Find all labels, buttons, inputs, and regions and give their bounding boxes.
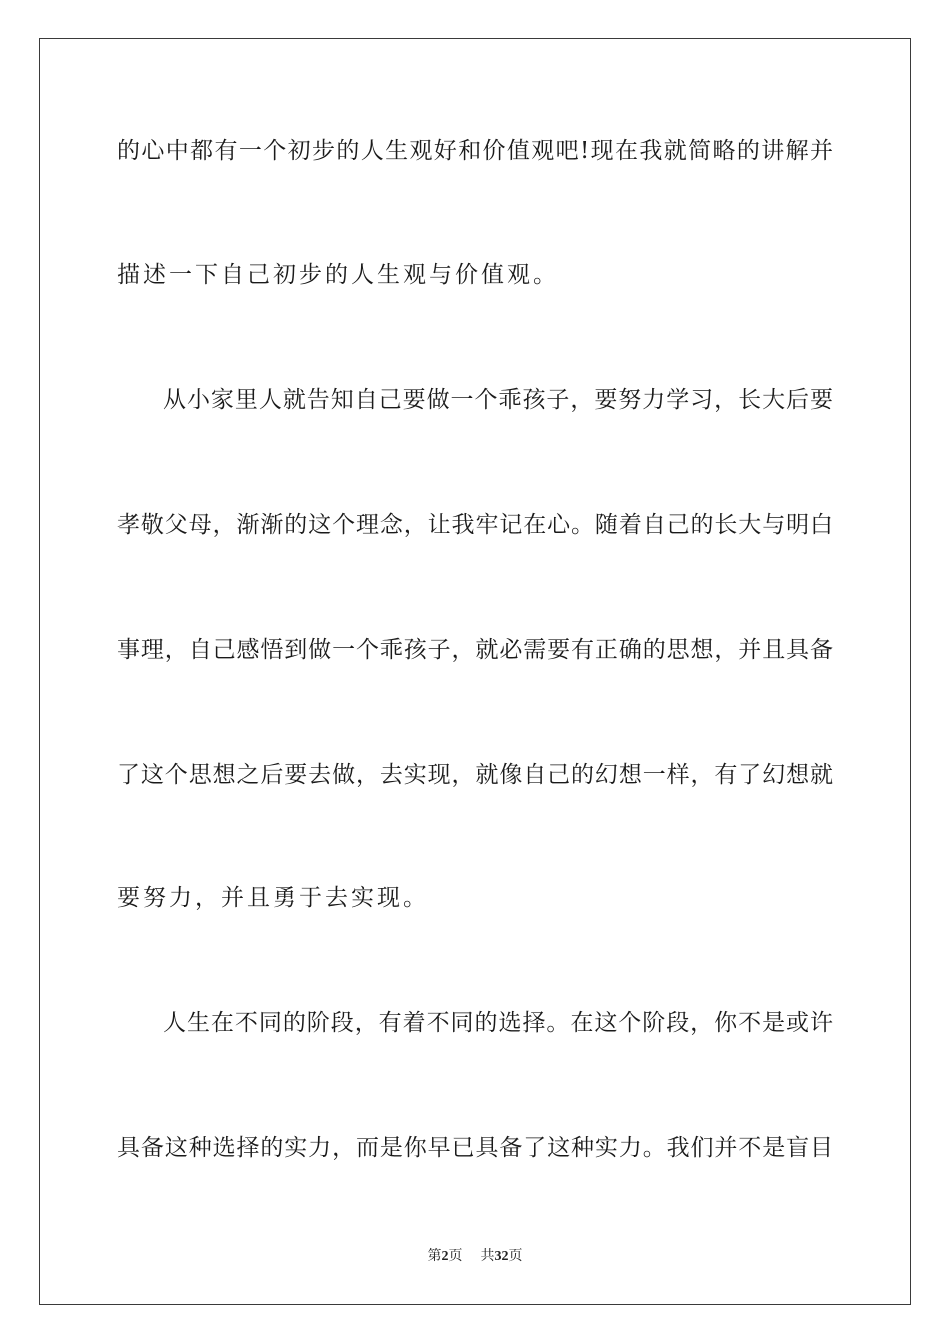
body-line-1: 的心中都有一个初步的人生观好和价值观吧!现在我就简略的讲解并: [117, 138, 833, 164]
footer-page-suffix: 页: [448, 1248, 463, 1264]
body-line-5: 事理，自己感悟到做一个乖孩子，就必需要有正确的思想，并且具备: [117, 637, 833, 663]
page-footer: [0, 1246, 950, 1267]
footer-page-prefix: 第: [427, 1248, 442, 1264]
body-line-3: 从小家里人就告知自己要做一个乖孩子，要努力学习，长大后要: [163, 387, 833, 413]
footer-total-pages: 32: [494, 1249, 509, 1264]
body-line-7: 要努力，并且勇于去实现。: [117, 885, 429, 911]
body-line-9: 具备这种选择的实力，而是你早已具备了这种实力。我们并不是盲目: [117, 1135, 833, 1161]
footer-total-suffix: 页: [508, 1248, 523, 1264]
body-line-6: 了这个思想之后要去做，去实现，就像自己的幻想一样，有了幻想就: [117, 762, 833, 788]
footer-page-number: 2: [441, 1249, 449, 1264]
body-line-8: 人生在不同的阶段，有着不同的选择。在这个阶段，你不是或许: [163, 1010, 833, 1036]
body-line-2: 描述一下自己初步的人生观与价值观。: [117, 262, 559, 288]
footer-total-prefix: 共: [480, 1248, 495, 1264]
page-border: [39, 38, 911, 1305]
body-line-4: 孝敬父母，渐渐的这个理念，让我牢记在心。随着自己的长大与明白: [117, 512, 833, 538]
